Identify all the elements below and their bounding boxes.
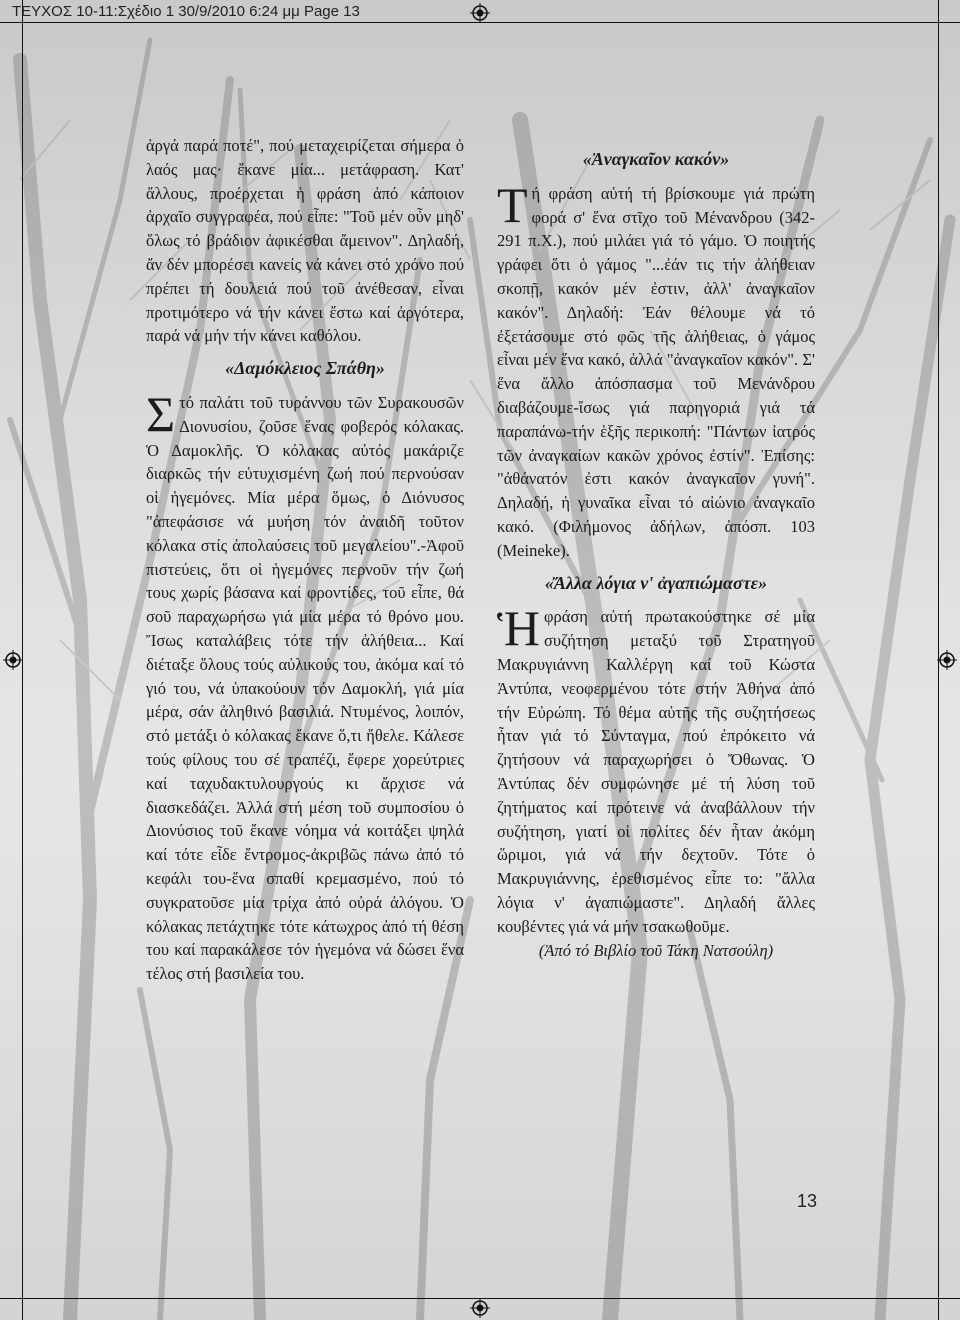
body-paragraph-with-dropcap: [497, 176, 815, 563]
left-column: [146, 134, 464, 986]
body-paragraph: ἀργά παρά ποτέ", πού μεταχειρίζεται σήμερα ὁ λαός μας· ἔκανε μία... μετάφραση. Κατ' ἄλλους, προέρχεται ἡ φράση ἀπό κάποιον ἀρχαῖο συγγραφέα, πού εἶπε: "Τοῦ μέν οὖν μηδ' ὅλως τό βράδιον ἀφικέσθαι ἄμεινον". Δηλαδή, ἄν δέν μπορέσει κανείς νά κάνει στό χρόνο πού πρέπει τή δουλειά πού τοῦ ἀνέθεσαν, εἶναι προτιμότερο νά τήν κάνει ἔστω καί ἀργότερα, παρά νά μήν τήν κάνει καθόλου.: [146, 136, 464, 346]
section-heading-other-words: «Ἄλλα λόγια ν' ἀγαπιώμαστε»: [544, 572, 768, 593]
source-citation: (Ἀπό τό Βιβλίο τοῦ Τάκη Νατσούλη): [538, 940, 774, 960]
body-paragraph-with-dropcap: [497, 600, 815, 938]
drop-cap: Ἡ: [497, 600, 540, 657]
drop-cap: Σ: [146, 385, 176, 442]
body-text: τό παλάτι τοῦ τυράννου τῶν Συρακουσῶν Διονυσίου, ζοῦσε ἕνας φοβερός κόλακας. Ὁ Δαμοκλῆς. Ὁ κόλακας αὐτός μακάριζε διαρκῶς τήν εὐτυχισμένη ζωή πού περνούσαν οἱ ἡγεμόνες. Μία μέρα ὅμως, ὁ Διόνυσος "ἀπεφάσισε νά μυήση τόν ἀναιδῆ τοῦτον κόλακα στίς ἀπολαύσεις τοῦ μεγαλείου".-Ἀφοῦ πιστεύεις, ὅτι οἱ ἡγεμόνες περνοῦν τήν ζωή τους χωρίς βάσανα καί φροντίδες, τοῦ εἶπε, θά σοῦ παραχωρήσω γιά μία μέρα τό θρόνο μου. Ἴσως καταλάβεις τότε τήν ἀλήθεια... Καί διέταξε ὅλους τούς αὐλικούς του, ἀκόμα καί τό γιό του, νά ὑπακούουν τόν Δαμοκλή, γιά μία μέρα, σάν ἀληθινό βασιλιά. Ντυμένος, λοιπόν, στό μετάξι ὁ κόλακας ἔκανε ὅ,τι ἤθελε. Κάλεσε τούς φίλους του σέ τραπέζι, ἔφερε χορεύτριες καί ταχυδακτυλουργούς κι ἄρχισε νά διασκεδάζει. Ἀλλά στή μέση τοῦ συμποσίου ὁ Διονύσιος τοῦ ἔκανε νόημα νά κοιτάξει ψηλά καί τότε εἶδε ἔντρομος-ἀκριβῶς πάνω ἀπό τό κεφάλι του-ἕνα σπαθί κρεμασμένο, πού τό συγκρατοῦσε μία τρίχα ἀπό οὐρά ἀλόγου. Ὁ κόλακας πετάχτηκε τότε κάτωχρος ἀπό τή θέση του καί παρακάλεσε τόν ἡγεμόνα νά δώσει ἕνα τέλος στή βασιλεία του.: [146, 392, 464, 984]
print-slug-header: ΤΕΥΧΟΣ 10-11:Σχέδιο 1 30/9/2010 6:24 μμ Page 13: [12, 3, 360, 20]
body-text: φράση αὐτή πρωτακούστηκε σέ μία συζήτηση μεταξύ τοῦ Στρατηγοῦ Μακρυγιάννη Καλλέργη καί τοῦ Κώστα Ἀντύπα, νεοφερμένου τότε στήν Ἀθήνα ἀπό τήν Εὐρώπη. Τό θέμα αὐτῆς τῆς συζητήσεως ἦταν γιά τό Σύνταγμα, πού ἐπρόκειτο νά ζητήσουν νά παραχωρήσει ὁ Ὄθωνας. Ὁ Ἀντύπας δέν συμφώνησε μέ τή λύση τοῦ ζητήματος καί πρότεινε νά ἀναβάλλουν τήν συζήτηση, γιατί οἱ πολίτες δέν ἦταν ἀκόμη ὥριμοι, γιά νά τήν δεχτοῦν. Τότε ὁ Μακρυγιάννης, ἐρεθισμένος εἶπε το: "ἄλλα λόγια ν' ἀγαπιώμαστε". Δηλαδή ἄλλες κουβέντες γιά νά μήν τσακωθοῦμε.: [497, 607, 815, 936]
right-column: [497, 148, 815, 962]
registration-mark-bottom: [470, 1298, 490, 1318]
section-heading-damocles: «Δαμόκλειος Σπάθη»: [225, 358, 385, 379]
page-number: 13: [797, 1191, 818, 1211]
registration-mark-left: [3, 650, 23, 670]
body-text: ή φράση αὐτή τή βρίσκουμε γιά πρώτη φορά σ' ἕνα στῖχο τοῦ Μένανδρου (342-291 π.Χ.), πού μιλάει γιά τό γάμο. Ὁ ποιητής γράφει ὅτι ὁ γάμος "...ἐάν τις τήν ἀλήθειαν σκοπῇ, κακόν μέν ἐστιν, ἀλλ' ἀναγκαῖον κακόν". Δηλαδή: Ἐάν θέλουμε νά τό ἐξετάσουμε στό φῶς τῆς ἀλήθειας, ὁ γάμος εἶναι μέν ἕνα κακό, ἀλλά "ἀναγκαῖον κακόν". Σ' ἕνα ἄλλο ἀπόσπασμα τοῦ Μενάνδρου διαβάζουμε-ἴσως γιά παρηγοριά γιά τά παραπάνω-τήν ἑξῆς περικοπή: "Πάντων ἰατρός τῶν ἀναγκαίων κακῶν χρόνος ἐστίν". Ἐπίσης: "ἀθάνατόν ἐστι κακόν ἀναγκαῖον γυνή". Δηλαδή, ἡ γυναῖκα εἶναι τό αἰώνιο ἀναγκαῖο κακό. (Φιλήμονος ἀδήλων, ἀπόσπ. 103 (Meineke).: [497, 183, 815, 560]
registration-mark-right: [937, 650, 957, 670]
section-heading-necessary-evil: «Ἀναγκαῖον κακόν»: [582, 149, 730, 169]
registration-mark-top: [470, 3, 490, 23]
body-paragraph-with-dropcap: [146, 385, 464, 986]
drop-cap: Τ: [497, 176, 528, 233]
